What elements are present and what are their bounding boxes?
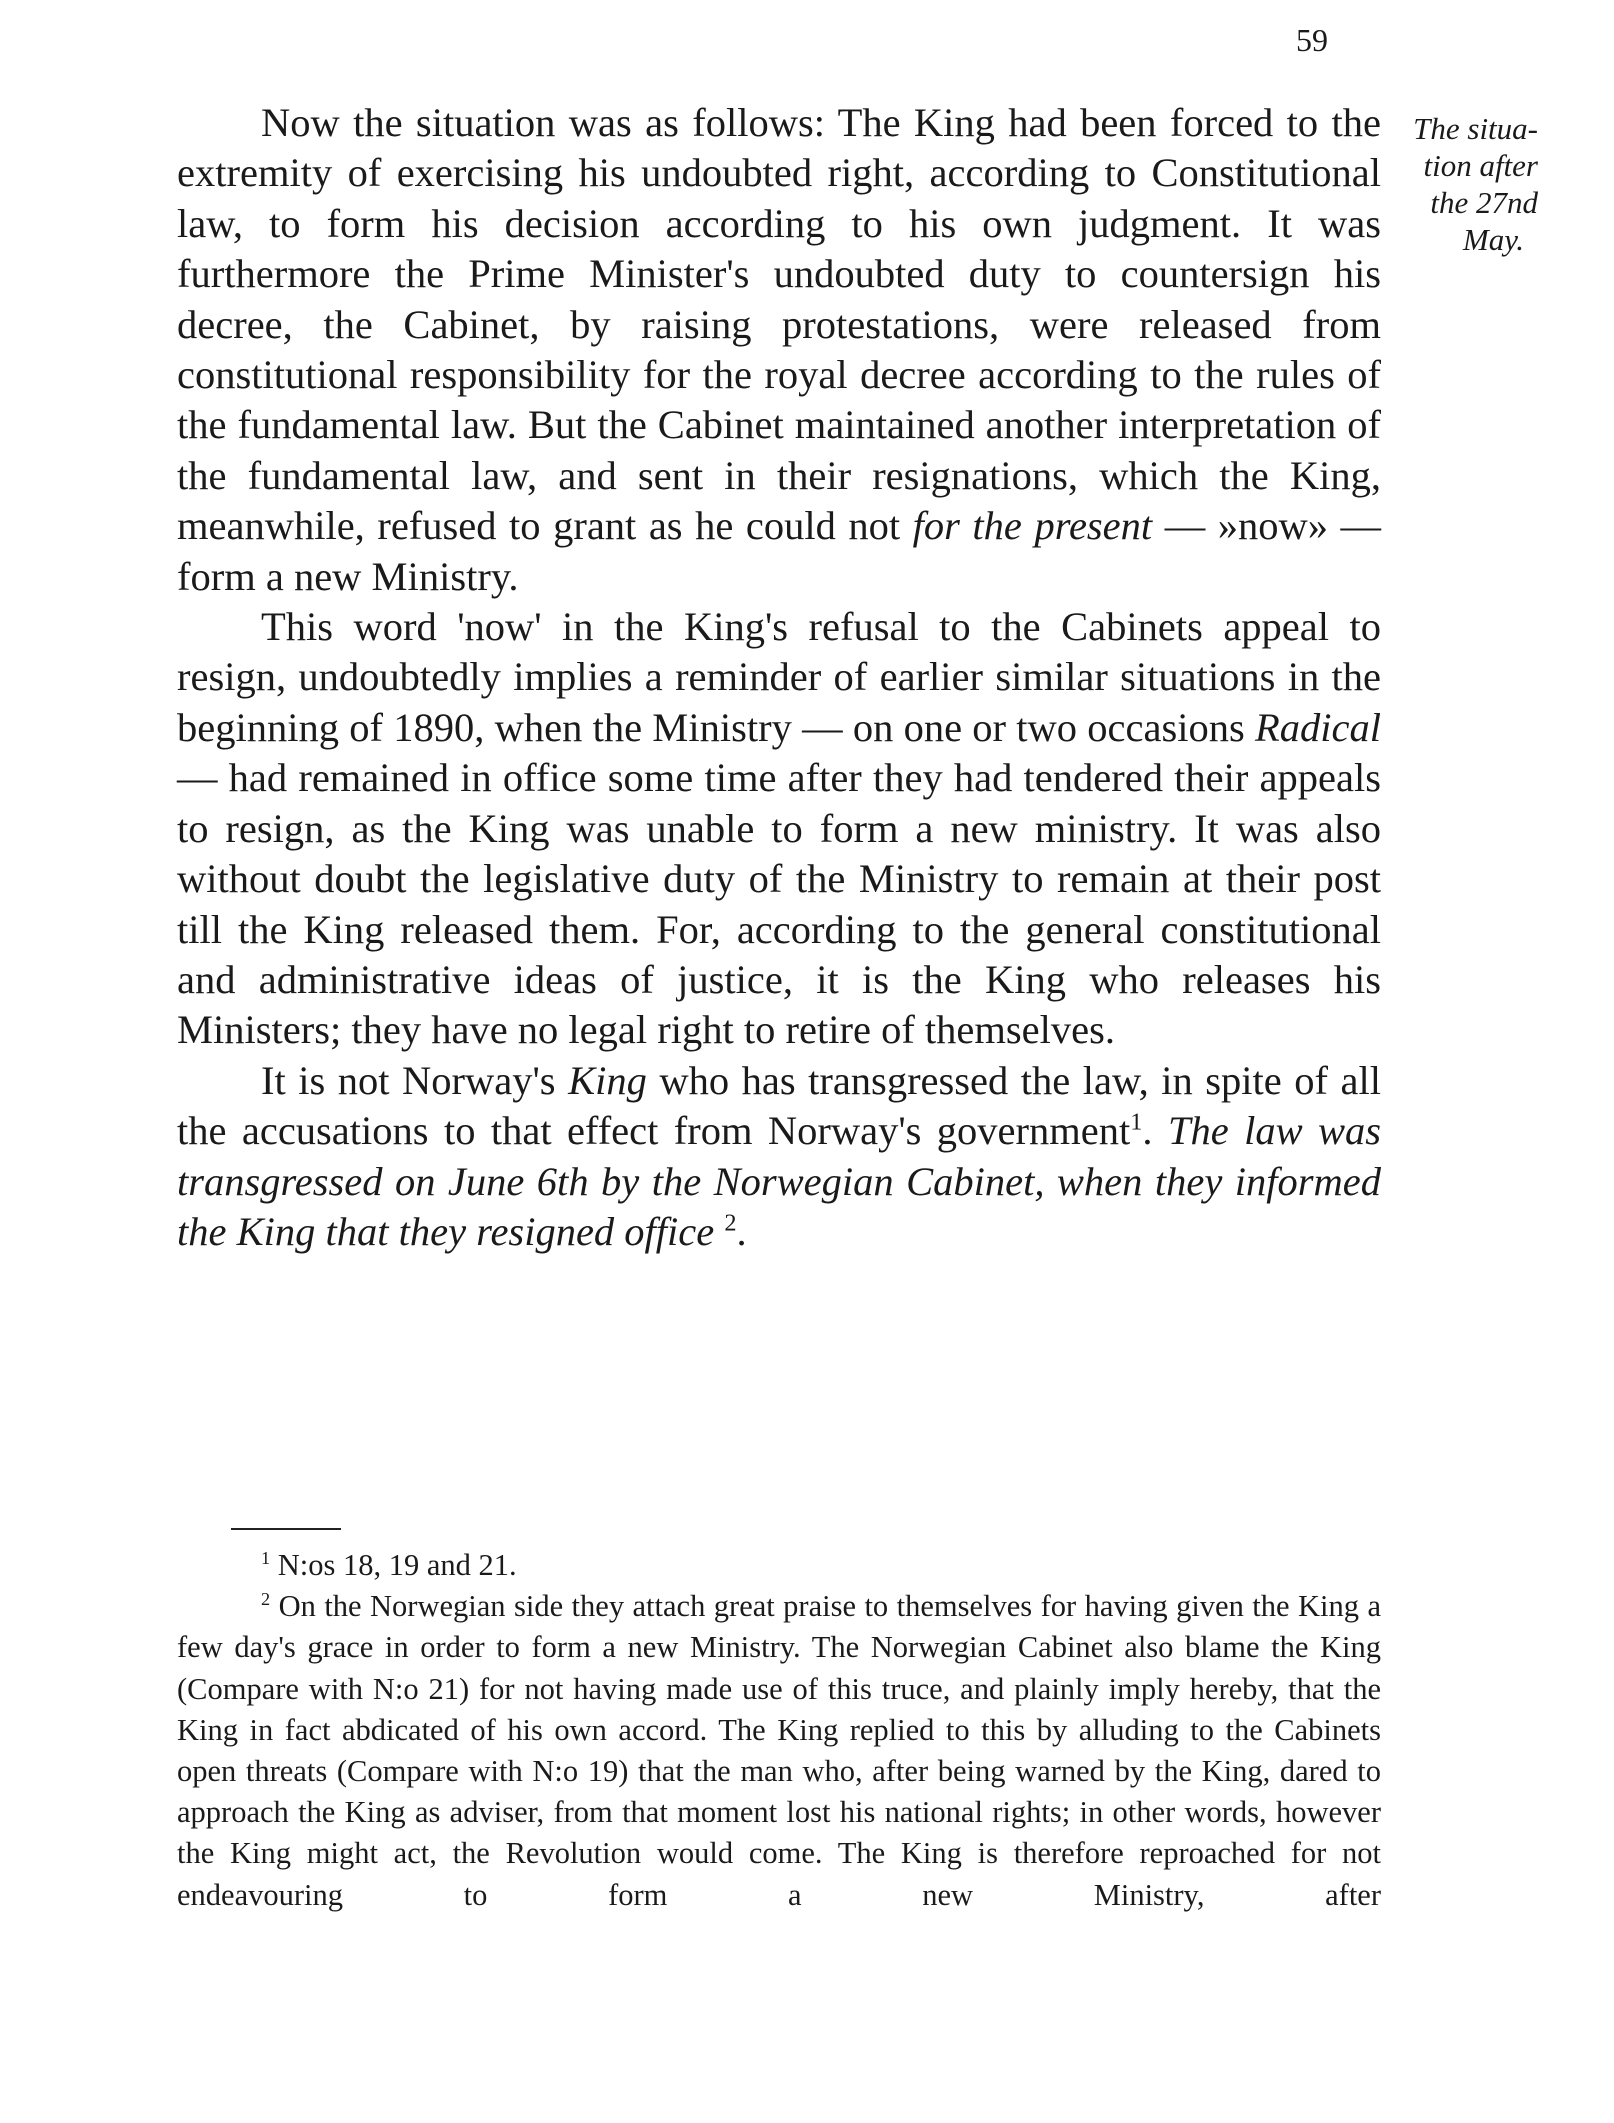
footnote-divider [231,1528,341,1530]
marginal-note-line: May. [1462,222,1524,257]
paragraph-text: . [736,1208,747,1254]
footnote-mark: 1 [261,1547,271,1568]
italic-phrase: Radical [1255,704,1381,750]
paragraph-text: This word 'now' in the King's refusal to the Cabinets appeal to resign, undoubtedly implies a reminder of earlier similar situations in the beginning of 1890, when the Ministry — on one or two occasions [177,604,1381,750]
italic-phrase: King [568,1057,647,1103]
marginal-note [1388,110,1538,258]
marginal-note-line: the 27nd [1430,185,1538,220]
paragraph-text [714,1209,724,1254]
paragraph-text: — had remained in office some time after they had tendered their appeals to resign, as the King was unable to form a new ministry. It was also without doubt the legislative duty of the Ministry to remain at their post till the King released them. For, according to the general constitutional and administrative ideas of justice, it is the King who releases his Ministers; they have no legal right to retire of themselves. [177,755,1381,1053]
body-text [177,98,1381,1257]
footnotes [177,1545,1381,1916]
italic-phrase: for the present [912,503,1153,549]
marginal-note-line: The situa- [1413,111,1538,146]
footnote-mark: 2 [261,1589,271,1610]
footnote-text: N:os 18, 19 and 21. [270,1548,517,1582]
paragraph-text: It is not Norway's [261,1057,569,1103]
footnote-2 [177,1586,1381,1916]
footnote-1 [177,1545,1381,1586]
paragraph-text: Now the situation was as follows: The King had been forced to the extremity of exercising his undoubted right, according to Constitutional law, to form his decision according to his own judgment. It was furthermore the Prime Minister's undoubted duty to countersign his decree, the Cabinet, by raising protestations, were released from constitutional responsibility for the royal decree according to the rules of the fundamental law. But the Cabinet maintained another interpretation of the fundamental law, and sent in their resignations, which the King, meanwhile, refused to grant as he could not [177,100,1381,549]
paragraph-text: — »now» — form a new Ministry. [177,503,1382,599]
paragraph-situation [177,98,1381,602]
paragraph-now-word [177,602,1381,1056]
italic-phrase: The law was transgressed on June 6th by the Norwegian Cabinet, when they informed the King that they resigned office [177,1108,1382,1254]
footnote-ref: 1 [1130,1108,1143,1136]
paragraph-text: who has transgressed the law, in spite of all the accusations to that effect from Norway's government [177,1057,1381,1154]
paragraph-text: . [1142,1108,1168,1154]
footnote-ref: 2 [724,1209,737,1237]
footnote-text: On the Norwegian side they attach great praise to themselves for having given the King a few day's grace in order to form a new Ministry. The Norwegian Cabinet also blame the King (Compare with N:o 21) for not having made use of this truce, and plainly imply hereby, that the King in fact abdicated of his own accord. The King replied to this by alluding to the Cabinets open threats (Compare with N:o 19) that the man who, after being warned by the King, dared to approach the King as adviser, from that moment lost his national rights; in other words, however the King might act, the Revolution would come. The King is therefore reproached for not endeavouring to form a new Ministry, after [177,1589,1381,1912]
paragraph-transgression [177,1056,1381,1258]
page-number: 59 [1296,22,1328,58]
marginal-note-line: tion after [1423,148,1538,183]
